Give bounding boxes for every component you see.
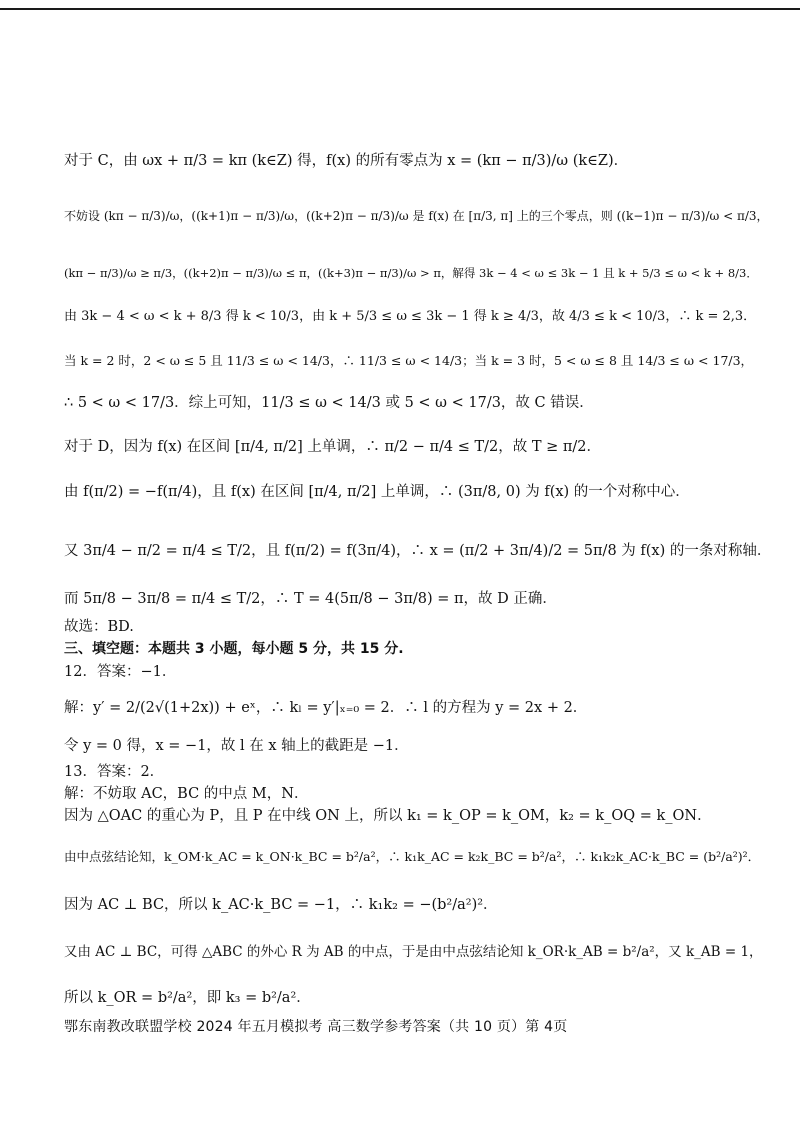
q13-k3: 所以 k_OR = b²/a²，即 k₃ = b²/a²．	[64, 990, 311, 1006]
q12-intercept: 令 y = 0 得，x = −1，故 l 在 x 轴上的截距是 −1．	[64, 738, 409, 754]
q13-answer: 13．答案：2．	[64, 764, 165, 780]
line-d-monotonic: 对于 D，因为 f(x) 在区间 [π/4, π/2] 上单调，∴ π/2 − π/4 ≤ T/2，故 T ≥ π/2．	[64, 439, 602, 455]
line-c-zeros: 对于 C，由 ωx + π/3 = kπ (k∈Z) 得，f(x) 的所有零点为 x = (kπ − π/3)/ω (k∈Z)．	[64, 153, 629, 169]
section-heading: 三、填空题：本题共 3 小题，每小题 5 分，共 15 分.	[64, 641, 404, 657]
line-k-range: 由 3k − 4 < ω < k + 8/3 得 k < 10/3，由 k + 5/3 ≤ ω ≤ 3k − 1 得 k ≥ 4/3，故 4/3 ≤ k < 10/3，∴ k = 2,3．	[64, 309, 757, 324]
line-k-cases: 当 k = 2 时，2 < ω ≤ 5 且 11/3 ≤ ω < 14/3，∴ 11/3 ≤ ω < 14/3；当 k = 3 时，5 < ω ≤ 8 且 14/3 ≤ ω < 17/3，	[64, 353, 754, 368]
q12-answer: 12．答案：−1．	[64, 664, 177, 680]
line-solve-omega: (kπ − π/3)/ω ≥ π/3，((k+2)π − π/3)/ω ≤ π，((k+3)π − π/3)/ω > π，解得 3k − 4 < ω ≤ 3k − 1 且 k + 5/3 ≤ ω < k + 8/3．	[64, 266, 758, 280]
q13-circumcenter: 又由 AC ⊥ BC，可得 △ABC 的外心 R 为 AB 的中点，于是由中点弦结论知 k_OR·k_AB = b²/a²，又 k_AB = 1，	[64, 944, 763, 960]
line-d-axis: 又 3π/4 − π/2 = π/4 ≤ T/2，且 f(π/2) = f(3π/4)，∴ x = (π/2 + 3π/4)/2 = 5π/8 为 f(x) 的一条对称轴．	[64, 543, 772, 559]
line-c-conclusion: ∴ 5 < ω < 17/3．综上可知，11/3 ≤ ω < 14/3 或 5 < ω < 17/3，故 C 错误．	[64, 395, 594, 411]
line-answer-bd: 故选：BD.	[64, 619, 134, 635]
page-footer: 鄂东南教改联盟学校 2024 年五月模拟考 高三数学参考答案（共 10 页）第 4页	[64, 1019, 568, 1035]
q13-centroid: 因为 △OAC 的重心为 P，且 P 在中线 ON 上，所以 k₁ = k_OP = k_OM，k₂ = k_OQ = k_ON．	[64, 808, 712, 824]
top-border-line	[0, 8, 800, 10]
q12-solution: 解：y′ = 2/(2√(1+2x)) + eˣ，∴ kₗ = y′|ₓ₌₀ = 2．∴ l 的方程为 y = 2x + 2．	[64, 700, 588, 716]
line-d-period: 而 5π/8 − 3π/8 = π/4 ≤ T/2，∴ T = 4(5π/8 − 3π/8) = π，故 D 正确．	[64, 591, 557, 607]
line-three-zeros: 不妨设 (kπ − π/3)/ω，((k+1)π − π/3)/ω，((k+2)π − π/3)/ω 是 f(x) 在 [π/3, π] 上的三个零点，则 ((k−1)π − π/3)/ω < π/3，	[64, 209, 769, 223]
line-d-center: 由 f(π/2) = −f(π/4)，且 f(x) 在区间 [π/4, π/2] 上单调，∴ (3π/8, 0) 为 f(x) 的一个对称中心．	[64, 484, 690, 500]
q13-perpendicular: 因为 AC ⊥ BC，所以 k_AC·k_BC = −1，∴ k₁k₂ = −(b²/a²)²．	[64, 897, 498, 913]
q13-midpoint-chord: 由中点弦结论知，k_OM·k_AC = k_ON·k_BC = b²/a²，∴ k₁k_AC = k₂k_BC = b²/a²，∴ k₁k₂k_AC·k_BC = (b²/a²)²．	[64, 849, 761, 864]
q13-solution-start: 解：不妨取 AC，BC 的中点 M，N．	[64, 786, 309, 802]
